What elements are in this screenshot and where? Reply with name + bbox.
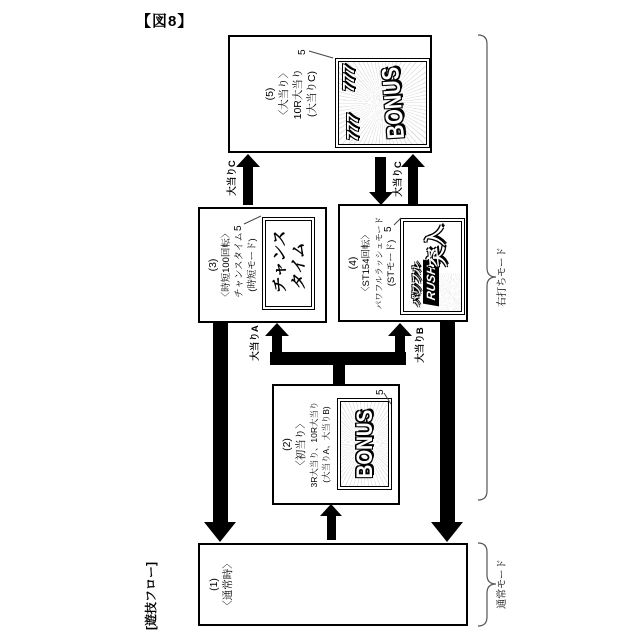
reels-left-777: 777 bbox=[345, 112, 362, 143]
arrowhead-right-icon bbox=[320, 504, 342, 516]
chance-line2: タイム bbox=[291, 239, 308, 292]
screen-chance-time bbox=[262, 217, 315, 310]
rush-big-text: 突入 bbox=[422, 224, 451, 269]
right-strike-mode-label: 右打ちモード bbox=[497, 247, 508, 307]
box1-name: 〈通常時〉 bbox=[222, 558, 234, 611]
arrowhead-right-icon bbox=[236, 154, 260, 167]
chance-time-text bbox=[271, 220, 309, 307]
arrow-chancetime-to-jackpot bbox=[243, 165, 253, 205]
box5-number: (5) bbox=[264, 87, 276, 101]
arrow-split-bar bbox=[270, 352, 406, 365]
ref-number-5: 5 bbox=[297, 49, 308, 55]
bonus-title: BONUS bbox=[377, 66, 411, 140]
arrow-normal-to-firsthit bbox=[327, 514, 336, 540]
box5-detail1: 10R大当り bbox=[292, 68, 304, 120]
box4-number: (4) bbox=[347, 256, 359, 270]
arrow-label-jackpot-c-upper: 大当りC bbox=[227, 160, 238, 196]
box5-detail2: (大当りC) bbox=[306, 70, 318, 118]
box4-detail2: (STモード) bbox=[386, 239, 397, 287]
powerful-rush-screen bbox=[403, 221, 462, 312]
box2-number: (2) bbox=[281, 438, 293, 451]
arrow-label-jackpot-c-lower: 大当りC bbox=[393, 161, 404, 197]
box2-detail1: 3R大当り、10R大当り bbox=[309, 401, 319, 488]
box5-name: 〈大当り〉 bbox=[278, 67, 290, 121]
box1-number: (1) bbox=[208, 578, 220, 591]
box3-detail2: (時短モード) bbox=[247, 238, 258, 292]
arrow-rush-to-jackpot bbox=[408, 165, 418, 205]
arrowhead-left-icon bbox=[431, 522, 463, 542]
screen-first-hit-bonus bbox=[337, 398, 392, 490]
bonus-title: BONUS bbox=[353, 409, 378, 479]
arrow-rush-to-normal bbox=[440, 322, 455, 523]
screen-jackpot-bonus bbox=[335, 58, 430, 148]
arrow-label-jackpot-a: 大当りA bbox=[250, 325, 261, 361]
rush-mid-text: RUSH bbox=[423, 260, 439, 307]
box2-detail2: (大当りA、大当りB) bbox=[321, 406, 331, 483]
box3-name: 〈時短100回転〉 bbox=[221, 228, 232, 302]
chance-line1: チャンス bbox=[272, 228, 289, 295]
ref-number-5: 5 bbox=[383, 226, 394, 232]
box3-number: (3) bbox=[207, 258, 219, 272]
arrowhead-right-icon bbox=[401, 154, 425, 167]
box3-detail1: チャンスタイム bbox=[234, 232, 245, 298]
arrowhead-right-icon bbox=[265, 323, 289, 336]
box-normal-state bbox=[198, 543, 468, 626]
chance-time-screen bbox=[265, 220, 312, 307]
arrow-chancetime-to-normal bbox=[213, 323, 228, 523]
reels-right-777: 777 bbox=[341, 62, 358, 94]
arrowhead-left-icon bbox=[204, 522, 236, 542]
box4-name: 〈ST154回転〉 bbox=[361, 230, 372, 296]
arrow-branch-to-rush bbox=[395, 334, 405, 356]
arrow-split-stem bbox=[333, 362, 345, 384]
jackpot-screen-rays bbox=[338, 61, 427, 145]
normal-mode-label: 通常モード bbox=[497, 559, 508, 609]
ref-number-5: 5 bbox=[233, 225, 244, 231]
arrow-jackpot-to-rush bbox=[375, 157, 386, 193]
ref-number-5: 5 bbox=[375, 389, 386, 395]
bonus-screen-rays bbox=[340, 401, 389, 487]
rush-top-text: パワフル bbox=[411, 263, 423, 307]
game-flow-label: [遊技フロー] bbox=[144, 562, 158, 630]
box4-detail1: パワフルラッシュモード bbox=[374, 216, 384, 310]
box2-name: 〈初当り〉 bbox=[295, 418, 307, 471]
arrowhead-right-icon bbox=[388, 323, 412, 336]
arrow-label-jackpot-b: 大当りB bbox=[415, 327, 426, 363]
rush-screen-rays bbox=[435, 273, 462, 312]
screen-powerful-rush bbox=[400, 218, 465, 315]
arrow-branch-to-chancetime bbox=[272, 334, 282, 356]
figure-caption: 【図8】 bbox=[136, 13, 194, 30]
